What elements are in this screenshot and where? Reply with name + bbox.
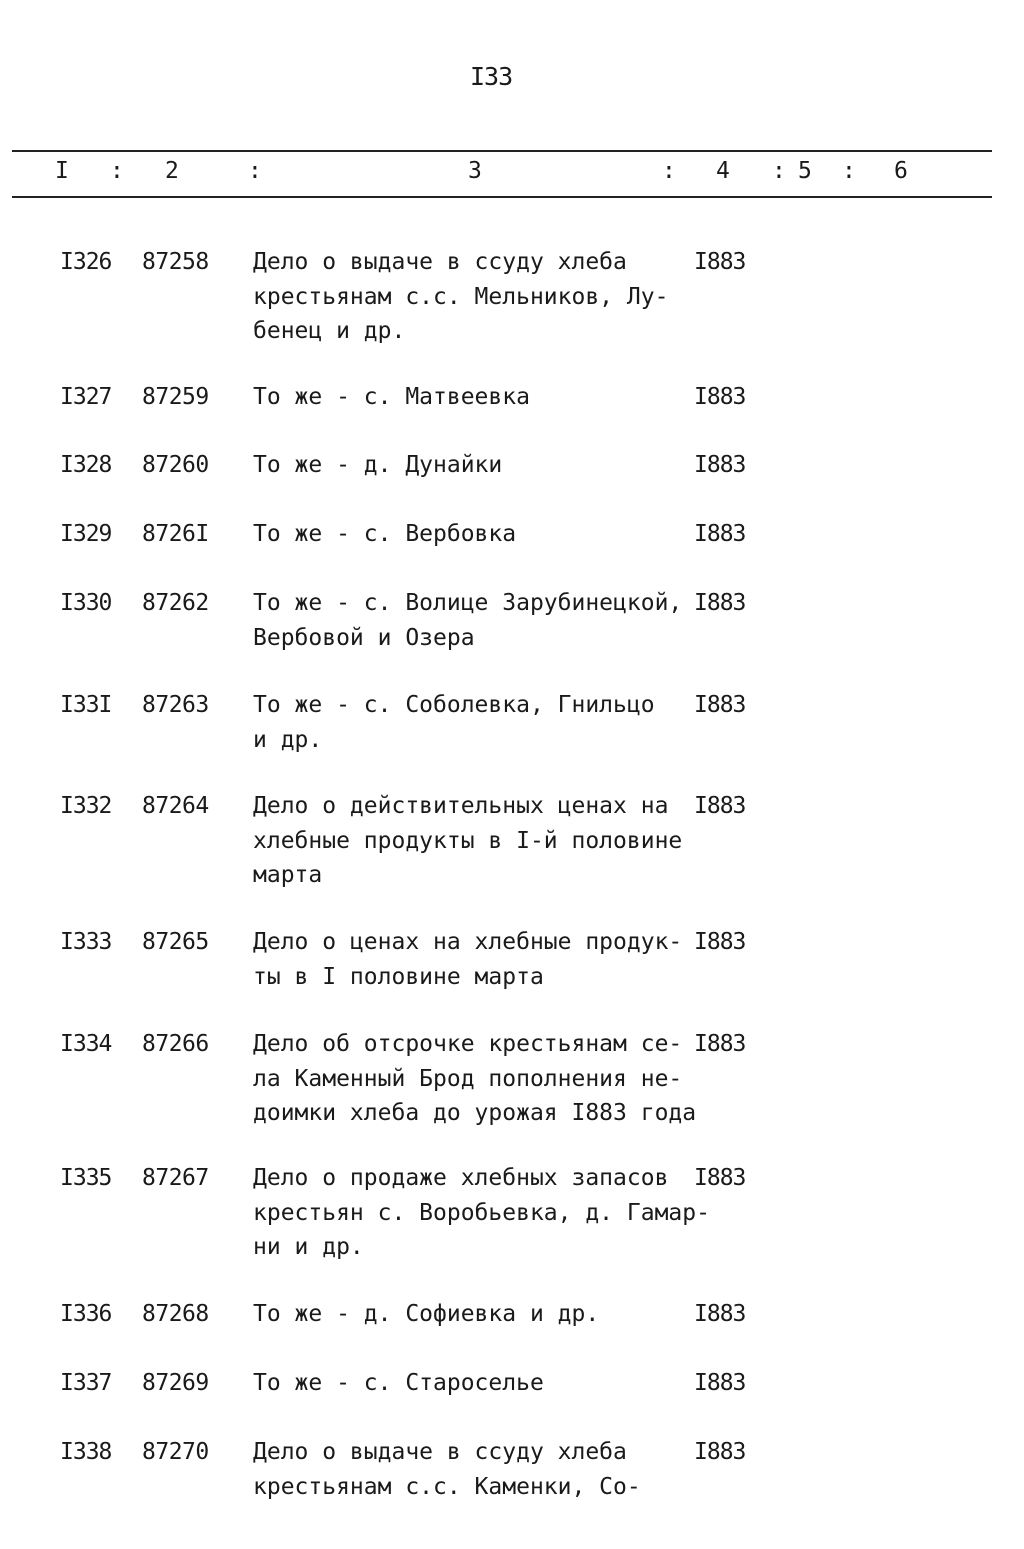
record-code: 87262 (142, 590, 209, 616)
record-title: То же - с. Волице Зарубинецкой, Вербовой и Озера (253, 590, 683, 651)
record-title: Дело об отсрочке крестьянам се- ла Каменный Брод пополнения не- доимки хлеба до урожая I883 года (253, 1031, 697, 1126)
record-number: I330 (60, 590, 112, 616)
record-year: I883 (694, 1165, 746, 1191)
record-code: 87258 (142, 249, 209, 275)
column-separator: : (662, 158, 676, 184)
record-code: 87269 (142, 1370, 209, 1396)
record-code: 87270 (142, 1439, 209, 1465)
record-title: Дело о продаже хлебных запасов крестьян с. Воробьевка, д. Гамар- ни и др. (253, 1165, 710, 1260)
record-year: I883 (694, 452, 746, 478)
record-number: I337 (60, 1370, 112, 1396)
record-year: I883 (694, 1031, 746, 1057)
column-header-2: 2 (165, 158, 179, 184)
record-code: 87263 (142, 692, 209, 718)
record-code: 8726I (142, 521, 209, 547)
record-title: То же - д. Софиевка и др. (253, 1301, 600, 1327)
record-number: I326 (60, 249, 112, 275)
page-number: I33 (470, 62, 513, 91)
record-code: 87266 (142, 1031, 209, 1057)
record-number: I329 (60, 521, 112, 547)
record-year: I883 (694, 1439, 746, 1465)
column-separator: : (772, 158, 786, 184)
column-header-6: 6 (894, 158, 908, 184)
column-header-5: 5 (798, 158, 812, 184)
column-separator: : (110, 158, 124, 184)
record-title: Дело о ценах на хлебные продук- ты в I половине марта (253, 929, 683, 990)
record-year: I883 (694, 1301, 746, 1327)
record-number: I33I (60, 692, 112, 718)
column-separator: : (842, 158, 856, 184)
record-title: То же - с. Староселье (253, 1370, 544, 1396)
column-header-1: I (55, 158, 69, 184)
record-number: I338 (60, 1439, 112, 1465)
record-title: Дело о действительных ценах на хлебные продукты в I-й половине марта (253, 793, 683, 888)
record-year: I883 (694, 793, 746, 819)
record-title: То же - с. Матвеевка (253, 384, 530, 410)
record-code: 87265 (142, 929, 209, 955)
record-code: 87267 (142, 1165, 209, 1191)
record-title: То же - с. Соболевка, Гнильцо и др. (253, 692, 655, 753)
column-header-3: 3 (468, 158, 482, 184)
record-code: 87268 (142, 1301, 209, 1327)
record-year: I883 (694, 249, 746, 275)
record-title: Дело о выдаче в ссуду хлеба крестьянам с.с. Мельников, Лу- бенец и др. (253, 249, 669, 344)
record-year: I883 (694, 1370, 746, 1396)
record-year: I883 (694, 521, 746, 547)
record-number: I334 (60, 1031, 112, 1057)
record-title: То же - д. Дунайки (253, 452, 503, 478)
record-number: I333 (60, 929, 112, 955)
record-number: I335 (60, 1165, 112, 1191)
record-number: I332 (60, 793, 112, 819)
record-year: I883 (694, 929, 746, 955)
record-code: 87260 (142, 452, 209, 478)
record-year: I883 (694, 590, 746, 616)
column-separator: : (248, 158, 262, 184)
record-number: I336 (60, 1301, 112, 1327)
record-title: То же - с. Вербовка (253, 521, 517, 547)
record-number: I328 (60, 452, 112, 478)
record-year: I883 (694, 384, 746, 410)
record-code: 87259 (142, 384, 209, 410)
column-header-4: 4 (716, 158, 730, 184)
record-year: I883 (694, 692, 746, 718)
record-code: 87264 (142, 793, 209, 819)
record-number: I327 (60, 384, 112, 410)
record-title: Дело о выдаче в ссуду хлеба крестьянам с.с. Каменки, Со- (253, 1439, 641, 1500)
